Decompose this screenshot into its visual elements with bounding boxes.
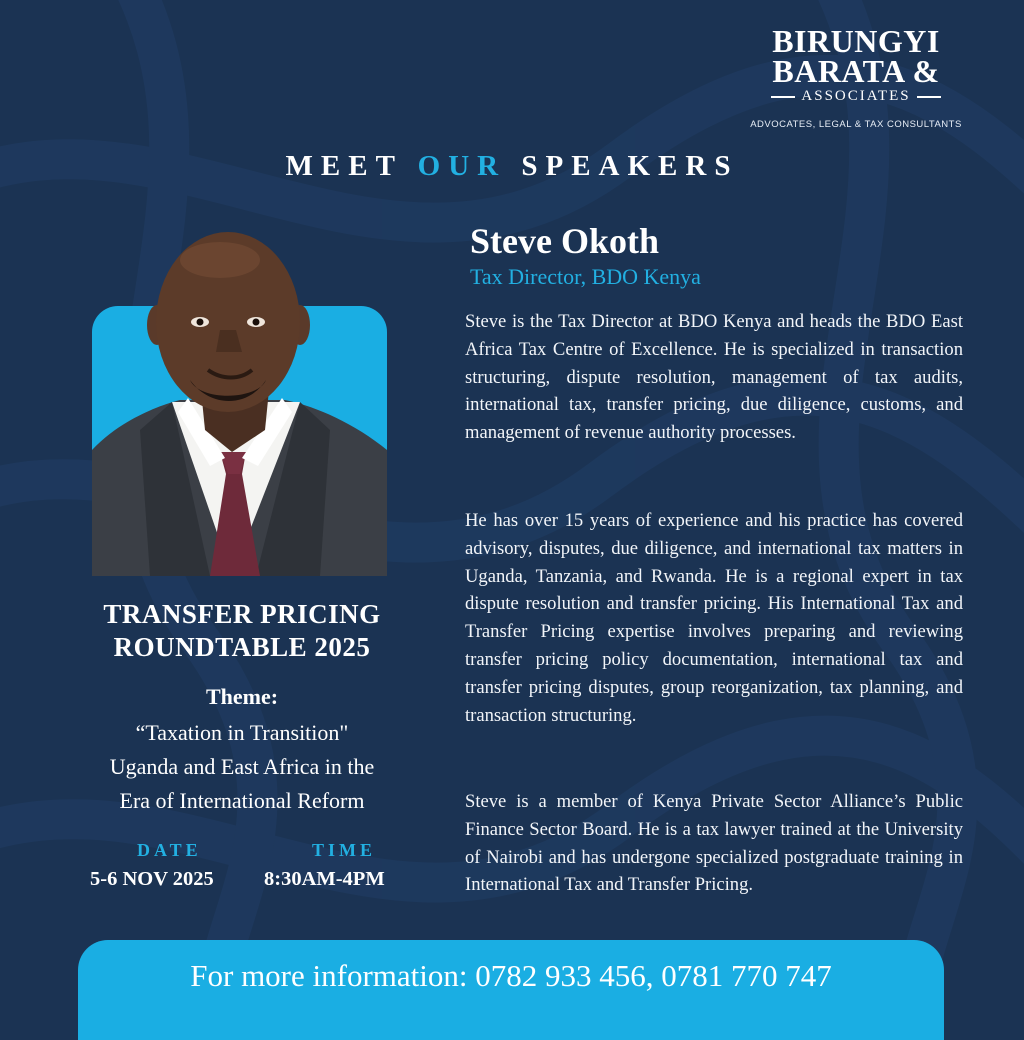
heading-part-2: OUR	[417, 150, 507, 182]
heading-part-1: MEET	[285, 150, 403, 182]
contact-info-text: For more information: 0782 933 456, 0781 770 747	[190, 958, 832, 993]
logo-rule-right	[917, 96, 941, 98]
date-label: DATE	[137, 840, 202, 860]
time-value: 8:30AM-4PM	[264, 868, 385, 890]
logo-associates	[740, 88, 972, 105]
speaker-photo	[60, 230, 405, 576]
logo-tagline: ADVOCATES, LEGAL & TAX CONSULTANTS	[750, 119, 962, 130]
theme-line-2: Uganda and East Africa in the	[109, 754, 375, 779]
event-title-line-2: ROUNDTABLE 2025	[113, 632, 371, 662]
theme-line-1: “Taxation in Transition"	[135, 720, 349, 745]
theme-label: Theme:	[205, 684, 279, 709]
logo-line-3: ASSOCIATES	[801, 88, 911, 104]
date-value: 5-6 NOV 2025	[90, 868, 214, 890]
speaker-name: Steve Okoth	[470, 221, 659, 261]
company-logo	[740, 23, 972, 130]
speaker-bio-paragraph-2: He has over 15 years of experience and his practice has covered advisory, disputes, due diligence, and international tax matters in Uganda, Tanzania, and Rwanda. He is a regional expert in tax dispute resolution and transfer pricing. His International Tax and Transfer Pricing expertise involves preparing and reviewing transfer pricing policy documentation, international tax and transfer pricing disputes, group reorganization, tax planning, and transaction structuring.	[465, 510, 963, 726]
speaker-role: Tax Director, BDO Kenya	[470, 264, 701, 289]
contact-footer	[78, 940, 944, 1040]
theme-text	[40, 716, 444, 818]
time-label: TIME	[312, 840, 377, 860]
logo-line-1: BIRUNGYI	[772, 23, 940, 59]
heading-part-3: SPEAKERS	[521, 150, 739, 182]
speaker-bio-paragraph-3: Steve is a member of Kenya Private Sector Alliance’s Public Finance Sector Board. He is a tax lawyer trained at the University of Nairobi and has undergone specialized postgraduate training in International Tax and Transfer Pricing.	[465, 791, 963, 896]
event-title	[60, 598, 424, 664]
page-heading	[0, 150, 1024, 183]
theme-line-3: Era of International Reform	[119, 788, 365, 813]
logo-rule-left	[771, 96, 795, 98]
event-title-line-1: TRANSFER PRICING	[103, 599, 381, 629]
speaker-bio-paragraph-1: Steve is the Tax Director at BDO Kenya and heads the BDO East Africa Tax Centre of Excellence. He is specialized in transaction structuring, dispute resolution, management of tax audits, international tax, transfer pricing, due diligence, customs, and management of revenue authority processes.	[465, 311, 963, 444]
logo-line-2: BARATA &	[772, 53, 940, 89]
